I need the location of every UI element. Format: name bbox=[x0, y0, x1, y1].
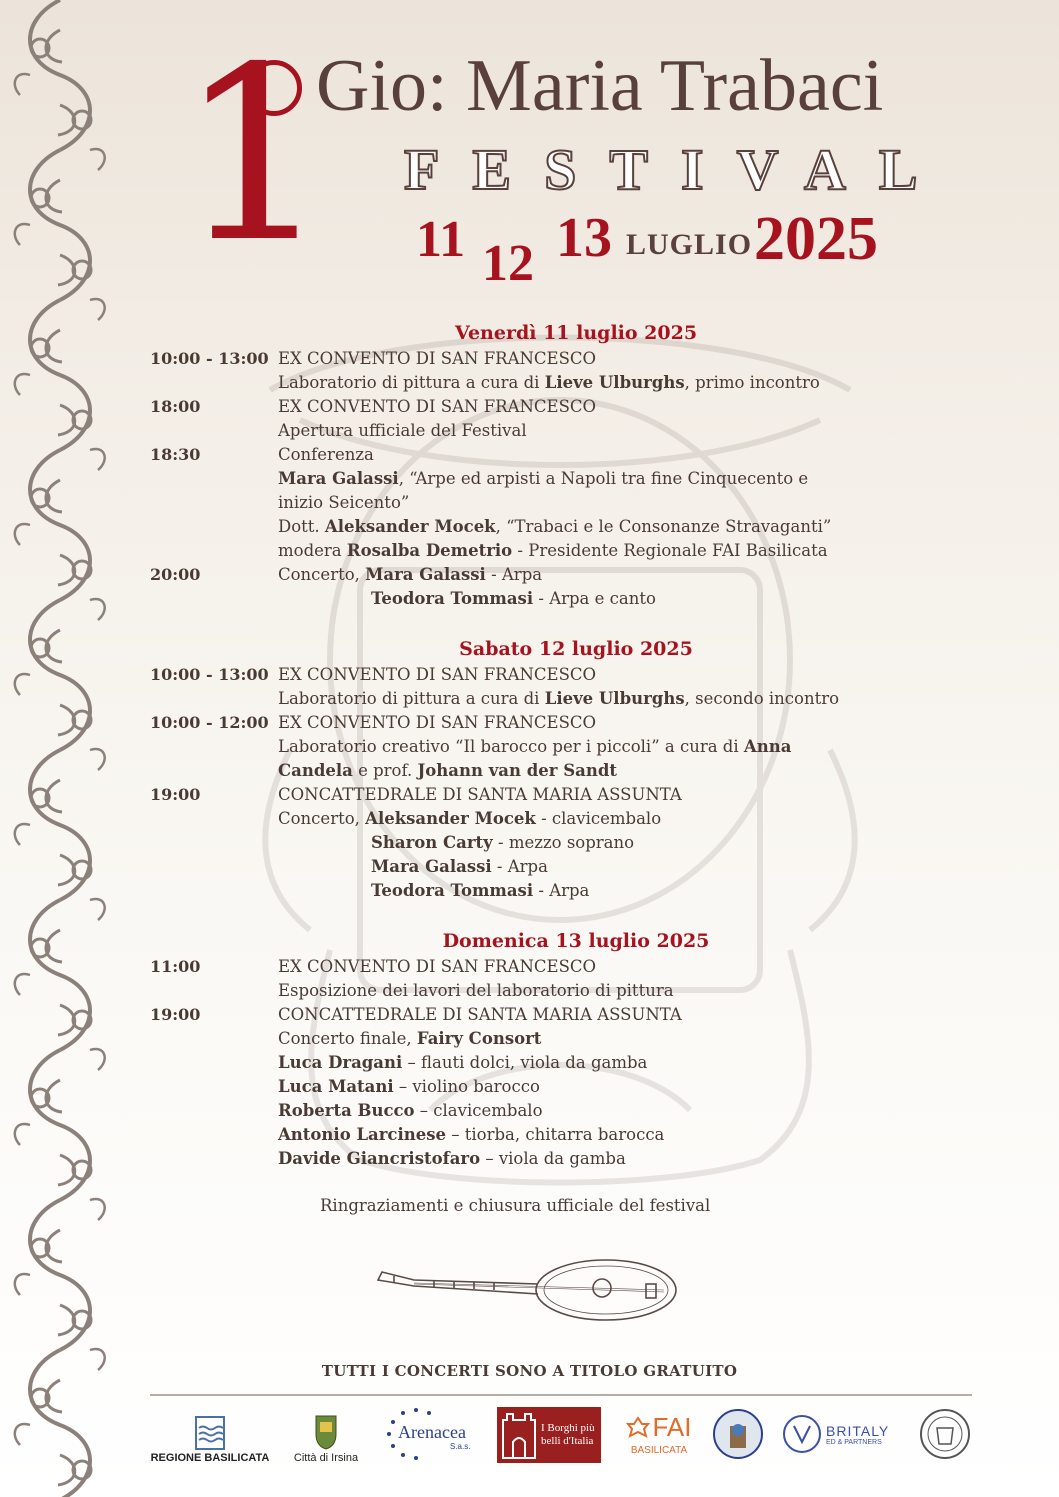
event-line bbox=[278, 807, 661, 831]
event-text: - Arpa bbox=[533, 881, 590, 900]
performer-name: Mara Galassi bbox=[365, 565, 486, 584]
logo-britaly bbox=[782, 1404, 900, 1464]
date-month: LUGLIO bbox=[626, 228, 753, 261]
event-text: modera bbox=[278, 541, 347, 560]
lute-icon bbox=[374, 1250, 684, 1326]
day-heading: Sabato 12 luglio 2025 bbox=[459, 638, 693, 660]
borghi-name: I Borghi più belli d'Italia bbox=[541, 1422, 595, 1447]
event-text: e prof. bbox=[352, 761, 418, 780]
free-admission-notice: TUTTI I CONCERTI SONO A TITOLO GRATUITO bbox=[321, 1362, 738, 1380]
event-line bbox=[278, 1147, 626, 1171]
event-text: - Presidente Regionale FAI Basilicata bbox=[512, 541, 828, 560]
event-text: - Arpa bbox=[485, 565, 543, 584]
event-line bbox=[278, 443, 374, 467]
event-text: EX CONVENTO DI SAN FRANCESCO bbox=[278, 397, 597, 416]
edition-number: 1 bbox=[178, 15, 327, 295]
borghi-tower-icon bbox=[497, 1410, 541, 1460]
britaly-emblem-icon bbox=[782, 1414, 822, 1454]
festival-subtitle: FESTIVAL bbox=[404, 137, 951, 202]
round-seal-icon bbox=[712, 1408, 764, 1460]
event-text: , “Arpe ed arpisti a Napoli tra fine Cinquecento e bbox=[398, 469, 809, 488]
event-time: 18:30 bbox=[150, 445, 201, 464]
event-line bbox=[278, 1099, 543, 1123]
date-day-2: 12 bbox=[482, 235, 534, 292]
event-line bbox=[278, 1003, 682, 1027]
date-day-1: 11 bbox=[416, 211, 466, 268]
event-text: EX CONVENTO DI SAN FRANCESCO bbox=[278, 713, 597, 732]
britaly-suffix: ED & PARTNERS bbox=[826, 1438, 882, 1446]
logo-fai-basilicata: FAI BASILICATA bbox=[614, 1404, 704, 1464]
performer-name: Candela bbox=[278, 761, 353, 780]
event-line bbox=[278, 1075, 540, 1099]
event-text: EX CONVENTO DI SAN FRANCESCO bbox=[278, 665, 597, 684]
performer-name: Roberta Bucco bbox=[278, 1101, 415, 1120]
performer-name: Johann van der Sandt bbox=[417, 761, 617, 780]
event-line bbox=[278, 419, 527, 443]
performer-name: Antonio Larcinese bbox=[278, 1125, 447, 1144]
ordinal-circle-icon bbox=[246, 60, 302, 116]
event-text: – violino barocco bbox=[393, 1077, 540, 1096]
event-text: , primo incontro bbox=[684, 373, 820, 392]
event-text: – viola da gamba bbox=[480, 1149, 626, 1168]
fai-name: FAI bbox=[652, 1412, 692, 1442]
date-year: 2025 bbox=[754, 205, 878, 273]
event-line bbox=[278, 539, 828, 563]
event-text: – clavicembalo bbox=[414, 1101, 543, 1120]
ornamental-scroll-border bbox=[0, 0, 118, 1497]
event-text: – tiorba, chitarra barocca bbox=[446, 1125, 665, 1144]
arenacea-name: Arenacea bbox=[398, 1422, 466, 1442]
event-time: 10:00 - 12:00 bbox=[150, 713, 269, 732]
event-text: - Arpa bbox=[491, 857, 548, 876]
event-text: Laboratorio di pittura a cura di bbox=[278, 373, 545, 392]
event-text: - mezzo soprano bbox=[492, 833, 635, 852]
logo-arenacea bbox=[378, 1404, 480, 1464]
performer-name: Mara Galassi bbox=[371, 857, 492, 876]
event-text: - Arpa e canto bbox=[533, 589, 656, 608]
event-line bbox=[278, 1027, 541, 1051]
event-line bbox=[371, 879, 589, 903]
event-time: 11:00 bbox=[150, 957, 201, 976]
performer-name: Rosalba Demetrio bbox=[346, 541, 513, 560]
festival-title: Gio: Maria Trabaci bbox=[316, 45, 884, 127]
event-text: , secondo incontro bbox=[684, 689, 840, 708]
event-line bbox=[278, 515, 831, 539]
day-heading: Domenica 13 luglio 2025 bbox=[442, 930, 710, 952]
date-day-3: 13 bbox=[556, 207, 612, 269]
event-text: Laboratorio di pittura a cura di bbox=[278, 689, 545, 708]
event-time: 20:00 bbox=[150, 565, 201, 584]
event-text: Conferenza bbox=[278, 445, 374, 464]
event-text: Esposizione dei lavori del laboratorio di pittura bbox=[278, 981, 674, 1000]
logo-regione-basilicata: REGIONE BASILICATA bbox=[150, 1404, 270, 1464]
event-text: Concerto finale, bbox=[278, 1029, 417, 1048]
stamp-seal-icon bbox=[919, 1408, 971, 1460]
event-text: Concerto, bbox=[278, 565, 366, 584]
performer-name: Mara Galassi bbox=[278, 469, 399, 488]
event-text: CONCATTEDRALE DI SANTA MARIA ASSUNTA bbox=[278, 1005, 682, 1024]
event-text: Apertura ufficiale del Festival bbox=[278, 421, 527, 440]
event-time: 18:00 bbox=[150, 397, 201, 416]
closing-note: Ringraziamenti e chiusura ufficiale del festival bbox=[320, 1196, 711, 1215]
event-time: 19:00 bbox=[150, 1005, 201, 1024]
event-line bbox=[278, 663, 596, 687]
event-text: EX CONVENTO DI SAN FRANCESCO bbox=[278, 349, 597, 368]
event-text: Concerto, bbox=[278, 809, 366, 828]
event-time: 19:00 bbox=[150, 785, 201, 804]
regione-emblem-icon bbox=[195, 1416, 225, 1450]
event-line bbox=[371, 831, 634, 855]
performer-name: Luca Dragani bbox=[278, 1053, 403, 1072]
event-line bbox=[278, 491, 409, 515]
event-text: inizio Seicento” bbox=[278, 493, 410, 512]
event-line bbox=[278, 735, 791, 759]
event-text: , “Trabaci e le Consonanze Stravaganti” bbox=[495, 517, 832, 536]
event-time: 10:00 - 13:00 bbox=[150, 665, 269, 684]
event-line bbox=[371, 587, 656, 611]
event-text: CONCATTEDRALE DI SANTA MARIA ASSUNTA bbox=[278, 785, 682, 804]
event-text: - clavicembalo bbox=[535, 809, 662, 828]
performer-name: Lieve Ulburghs bbox=[544, 689, 685, 708]
performer-name: Sharon Carty bbox=[371, 833, 493, 852]
event-text: – flauti dolci, viola da gamba bbox=[402, 1053, 648, 1072]
fai-emblem-icon bbox=[626, 1416, 650, 1440]
logo-citta-di-irsina: Città di Irsina bbox=[288, 1404, 364, 1464]
divider bbox=[150, 1394, 972, 1396]
event-text: Laboratorio creativo “Il barocco per i piccoli” a cura di bbox=[278, 737, 744, 756]
performer-name: Teodora Tommasi bbox=[371, 881, 534, 900]
event-line bbox=[278, 1123, 664, 1147]
event-time: 10:00 - 13:00 bbox=[150, 349, 269, 368]
irsina-crest-icon bbox=[312, 1414, 340, 1450]
britaly-name: BRITALY bbox=[826, 1422, 890, 1439]
logo-borghi-piu-belli bbox=[497, 1406, 601, 1464]
performer-name: Aleksander Mocek bbox=[324, 517, 496, 536]
event-line bbox=[278, 687, 839, 711]
performer-name: Davide Giancristofaro bbox=[278, 1149, 481, 1168]
event-text: EX CONVENTO DI SAN FRANCESCO bbox=[278, 957, 597, 976]
day-heading: Venerdì 11 luglio 2025 bbox=[454, 322, 698, 344]
event-line bbox=[278, 563, 542, 587]
event-line bbox=[278, 371, 820, 395]
performer-name: Aleksander Mocek bbox=[365, 809, 536, 828]
performer-name: Lieve Ulburghs bbox=[544, 373, 685, 392]
event-line bbox=[278, 955, 596, 979]
event-line bbox=[278, 979, 674, 1003]
arenacea-suffix: S.a.s. bbox=[450, 1442, 471, 1451]
event-line bbox=[278, 467, 808, 491]
performer-name: Anna bbox=[743, 737, 792, 756]
event-line bbox=[278, 395, 596, 419]
event-line bbox=[278, 1051, 647, 1075]
performer-name: Luca Matani bbox=[278, 1077, 394, 1096]
event-line bbox=[371, 855, 548, 879]
performer-name: Teodora Tommasi bbox=[371, 589, 534, 608]
event-text: Dott. bbox=[278, 517, 325, 536]
logo-circular-seal bbox=[711, 1404, 765, 1464]
logo-stamp-seal bbox=[917, 1404, 973, 1464]
event-line bbox=[278, 783, 682, 807]
performer-name: Fairy Consort bbox=[416, 1029, 542, 1048]
event-line bbox=[278, 711, 596, 735]
event-line bbox=[278, 347, 596, 371]
event-line bbox=[278, 759, 617, 783]
